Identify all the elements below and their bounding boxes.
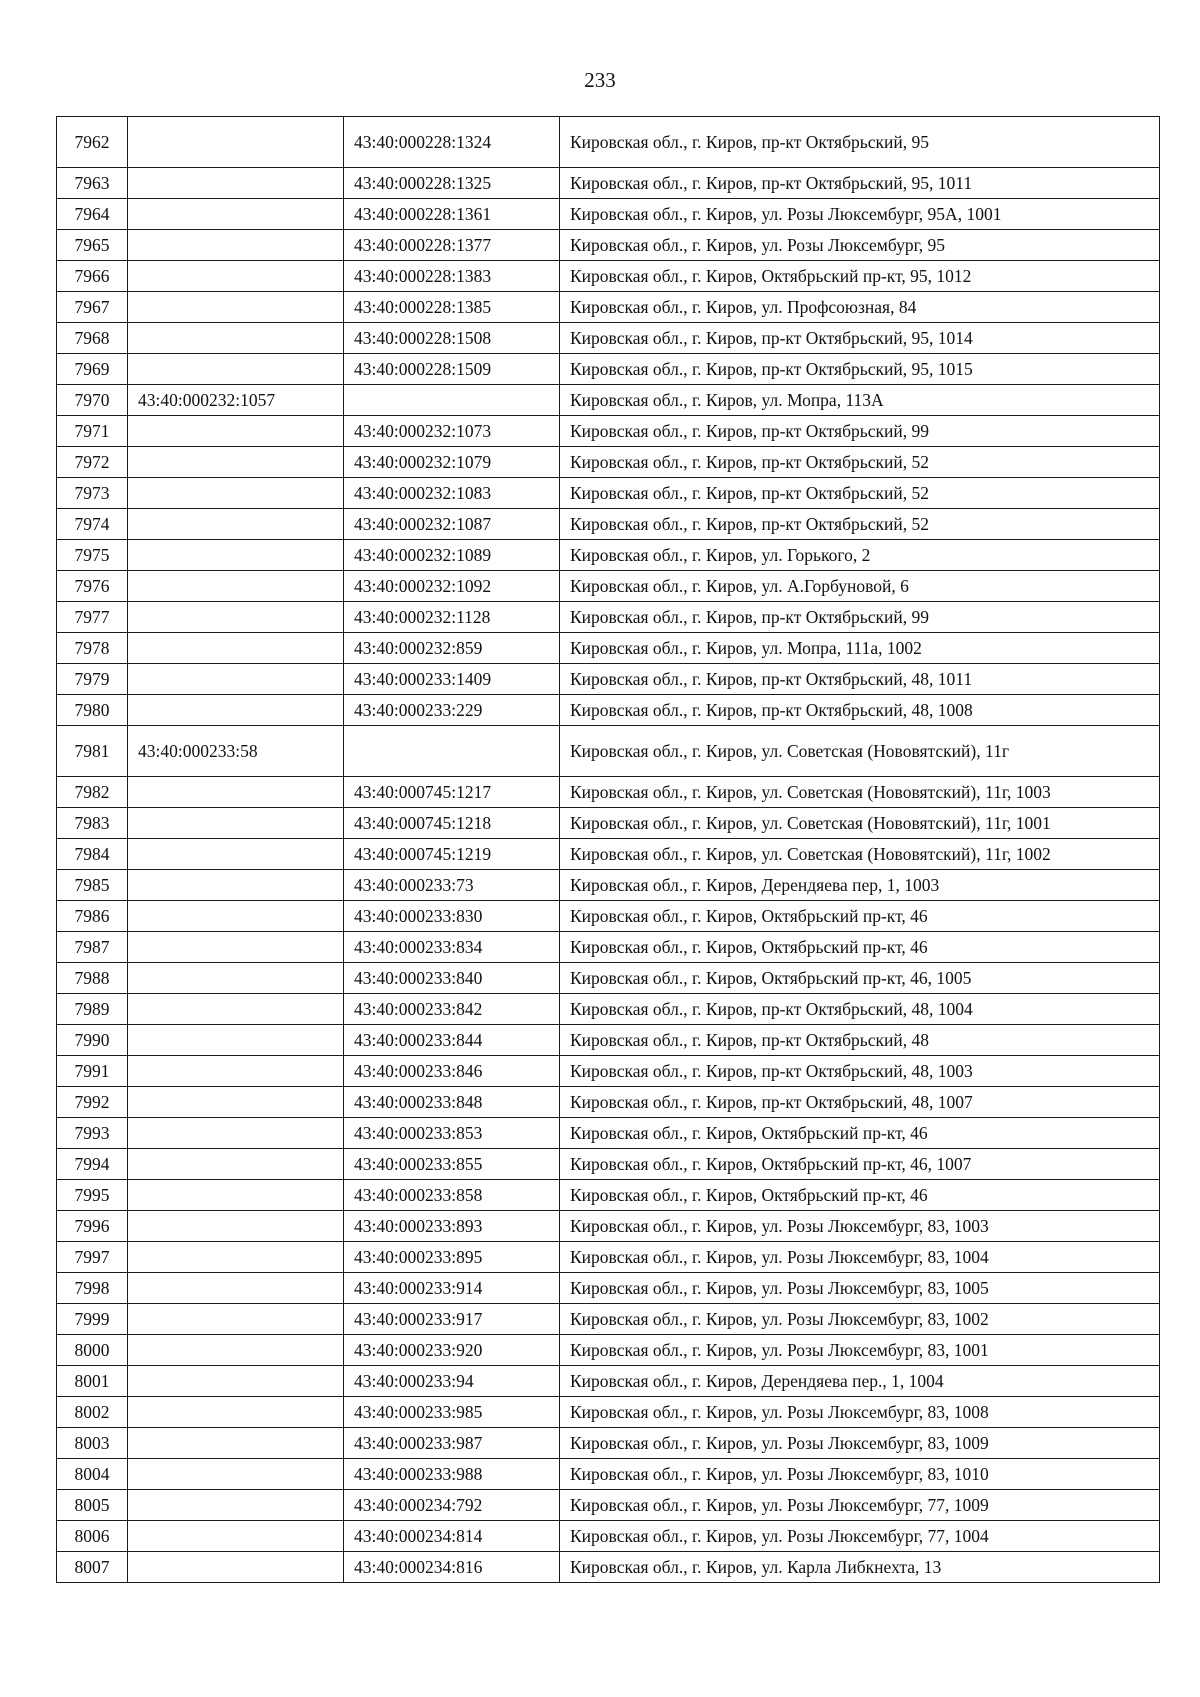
- object-cadastral-cell: 43:40:000233:842: [344, 994, 560, 1025]
- object-cadastral-cell: 43:40:000234:814: [344, 1521, 560, 1552]
- parcel-cadastral-cell: [128, 509, 344, 540]
- address-cell: Кировская обл., г. Киров, пр-кт Октябрьский, 52: [560, 509, 1160, 540]
- table-row: [57, 540, 1160, 571]
- table-row: [57, 726, 1160, 777]
- row-number-cell: 7996: [57, 1211, 128, 1242]
- parcel-cadastral-cell: [128, 292, 344, 323]
- parcel-cadastral-cell: [128, 1490, 344, 1521]
- table-row: [57, 478, 1160, 509]
- table-row: [57, 1366, 1160, 1397]
- parcel-cadastral-cell: [128, 1087, 344, 1118]
- address-cell: Кировская обл., г. Киров, пр-кт Октябрьский, 48, 1003: [560, 1056, 1160, 1087]
- address-cell: Кировская обл., г. Киров, ул. Советская (Нововятский), 11г, 1002: [560, 839, 1160, 870]
- object-cadastral-cell: 43:40:000233:840: [344, 963, 560, 994]
- address-cell: Кировская обл., г. Киров, ул. Розы Люксембург, 95: [560, 230, 1160, 261]
- parcel-cadastral-cell: [128, 777, 344, 808]
- table-row: [57, 1490, 1160, 1521]
- parcel-cadastral-cell: [128, 1056, 344, 1087]
- object-cadastral-cell: 43:40:000228:1509: [344, 354, 560, 385]
- table-row: [57, 416, 1160, 447]
- address-cell: Кировская обл., г. Киров, пр-кт Октябрьский, 95, 1014: [560, 323, 1160, 354]
- object-cadastral-cell: 43:40:000233:917: [344, 1304, 560, 1335]
- row-number-cell: 7974: [57, 509, 128, 540]
- address-cell: Кировская обл., г. Киров, Октябрьский пр-кт, 95, 1012: [560, 261, 1160, 292]
- table-row: [57, 1397, 1160, 1428]
- parcel-cadastral-cell: [128, 571, 344, 602]
- address-cell: Кировская обл., г. Киров, Дерендяева пер., 1, 1004: [560, 1366, 1160, 1397]
- object-cadastral-cell: 43:40:000233:985: [344, 1397, 560, 1428]
- address-cell: Кировская обл., г. Киров, пр-кт Октябрьский, 48, 1011: [560, 664, 1160, 695]
- parcel-cadastral-cell: [128, 1118, 344, 1149]
- row-number-cell: 7975: [57, 540, 128, 571]
- table-row: [57, 994, 1160, 1025]
- object-cadastral-cell: 43:40:000234:792: [344, 1490, 560, 1521]
- object-cadastral-cell: 43:40:000233:987: [344, 1428, 560, 1459]
- row-number-cell: 8002: [57, 1397, 128, 1428]
- table-row: [57, 633, 1160, 664]
- row-number-cell: 7994: [57, 1149, 128, 1180]
- address-cell: Кировская обл., г. Киров, ул. Мопра, 111а, 1002: [560, 633, 1160, 664]
- row-number-cell: 7991: [57, 1056, 128, 1087]
- object-cadastral-cell: 43:40:000233:893: [344, 1211, 560, 1242]
- parcel-cadastral-cell: [128, 1397, 344, 1428]
- object-cadastral-cell: 43:40:000228:1385: [344, 292, 560, 323]
- address-cell: Кировская обл., г. Киров, Октябрьский пр-кт, 46, 1005: [560, 963, 1160, 994]
- address-cell: Кировская обл., г. Киров, ул. Советская (Нововятский), 11г, 1003: [560, 777, 1160, 808]
- row-number-cell: 8007: [57, 1552, 128, 1583]
- object-cadastral-cell: 43:40:000232:1092: [344, 571, 560, 602]
- parcel-cadastral-cell: [128, 808, 344, 839]
- object-cadastral-cell: 43:40:000228:1361: [344, 199, 560, 230]
- table-row: [57, 199, 1160, 230]
- object-cadastral-cell: 43:40:000745:1217: [344, 777, 560, 808]
- address-cell: Кировская обл., г. Киров, ул. Розы Люксембург, 83, 1005: [560, 1273, 1160, 1304]
- parcel-cadastral-cell: [128, 1304, 344, 1335]
- parcel-cadastral-cell: [128, 117, 344, 168]
- object-cadastral-cell: 43:40:000233:834: [344, 932, 560, 963]
- row-number-cell: 7973: [57, 478, 128, 509]
- table-row: [57, 839, 1160, 870]
- object-cadastral-cell: 43:40:000232:1089: [344, 540, 560, 571]
- address-cell: Кировская обл., г. Киров, Октябрьский пр-кт, 46: [560, 1118, 1160, 1149]
- address-cell: Кировская обл., г. Киров, ул. Розы Люксембург, 95А, 1001: [560, 199, 1160, 230]
- table-row: [57, 168, 1160, 199]
- address-cell: Кировская обл., г. Киров, ул. А.Горбуновой, 6: [560, 571, 1160, 602]
- object-cadastral-cell: 43:40:000232:1087: [344, 509, 560, 540]
- row-number-cell: 7983: [57, 808, 128, 839]
- parcel-cadastral-cell: 43:40:000233:58: [128, 726, 344, 777]
- object-cadastral-cell: 43:40:000233:895: [344, 1242, 560, 1273]
- table-row: [57, 117, 1160, 168]
- object-cadastral-cell: 43:40:000228:1383: [344, 261, 560, 292]
- object-cadastral-cell: 43:40:000228:1377: [344, 230, 560, 261]
- page-number: 233: [584, 68, 616, 92]
- address-cell: Кировская обл., г. Киров, Дерендяева пер, 1, 1003: [560, 870, 1160, 901]
- row-number-cell: 7963: [57, 168, 128, 199]
- table-row: [57, 1521, 1160, 1552]
- row-number-cell: 7980: [57, 695, 128, 726]
- row-number-cell: 7965: [57, 230, 128, 261]
- table-row: [57, 1552, 1160, 1583]
- parcel-cadastral-cell: [128, 1366, 344, 1397]
- parcel-cadastral-cell: [128, 901, 344, 932]
- object-cadastral-cell: [344, 726, 560, 777]
- object-cadastral-cell: 43:40:000228:1325: [344, 168, 560, 199]
- row-number-cell: 8000: [57, 1335, 128, 1366]
- parcel-cadastral-cell: [128, 168, 344, 199]
- address-cell: Кировская обл., г. Киров, ул. Розы Люксембург, 83, 1008: [560, 1397, 1160, 1428]
- table-row: [57, 571, 1160, 602]
- object-cadastral-cell: [344, 385, 560, 416]
- row-number-cell: 7981: [57, 726, 128, 777]
- object-cadastral-cell: 43:40:000232:859: [344, 633, 560, 664]
- object-cadastral-cell: 43:40:000232:1083: [344, 478, 560, 509]
- table-row: [57, 808, 1160, 839]
- address-cell: Кировская обл., г. Киров, ул. Карла Либкнехта, 13: [560, 1552, 1160, 1583]
- address-cell: Кировская обл., г. Киров, ул. Розы Люксембург, 83, 1009: [560, 1428, 1160, 1459]
- parcel-cadastral-cell: [128, 1459, 344, 1490]
- row-number-cell: 8005: [57, 1490, 128, 1521]
- row-number-cell: 7986: [57, 901, 128, 932]
- row-number-cell: 7993: [57, 1118, 128, 1149]
- parcel-cadastral-cell: 43:40:000232:1057: [128, 385, 344, 416]
- address-cell: Кировская обл., г. Киров, пр-кт Октябрьский, 48, 1007: [560, 1087, 1160, 1118]
- parcel-cadastral-cell: [128, 230, 344, 261]
- table-row: [57, 1459, 1160, 1490]
- table-row: [57, 261, 1160, 292]
- parcel-cadastral-cell: [128, 1335, 344, 1366]
- object-cadastral-cell: 43:40:000233:848: [344, 1087, 560, 1118]
- parcel-cadastral-cell: [128, 261, 344, 292]
- object-cadastral-cell: 43:40:000233:855: [344, 1149, 560, 1180]
- table-row: [57, 323, 1160, 354]
- table-body: [57, 117, 1160, 1583]
- address-cell: Кировская обл., г. Киров, Октябрьский пр-кт, 46: [560, 1180, 1160, 1211]
- row-number-cell: 7967: [57, 292, 128, 323]
- table-row: [57, 664, 1160, 695]
- row-number-cell: 7995: [57, 1180, 128, 1211]
- table-row: [57, 1149, 1160, 1180]
- object-cadastral-cell: 43:40:000233:920: [344, 1335, 560, 1366]
- row-number-cell: 7997: [57, 1242, 128, 1273]
- row-number-cell: 7998: [57, 1273, 128, 1304]
- address-cell: Кировская обл., г. Киров, пр-кт Октябрьский, 95: [560, 117, 1160, 168]
- row-number-cell: 7984: [57, 839, 128, 870]
- address-cell: Кировская обл., г. Киров, Октябрьский пр-кт, 46, 1007: [560, 1149, 1160, 1180]
- table-row: [57, 932, 1160, 963]
- table-row: [57, 385, 1160, 416]
- address-cell: Кировская обл., г. Киров, пр-кт Октябрьский, 99: [560, 416, 1160, 447]
- address-cell: Кировская обл., г. Киров, пр-кт Октябрьский, 95, 1015: [560, 354, 1160, 385]
- table-row: [57, 1087, 1160, 1118]
- object-cadastral-cell: 43:40:000232:1128: [344, 602, 560, 633]
- object-cadastral-cell: 43:40:000745:1218: [344, 808, 560, 839]
- object-cadastral-cell: 43:40:000228:1324: [344, 117, 560, 168]
- row-number-cell: 7977: [57, 602, 128, 633]
- table-row: [57, 1180, 1160, 1211]
- parcel-cadastral-cell: [128, 1025, 344, 1056]
- row-number-cell: 8006: [57, 1521, 128, 1552]
- object-cadastral-cell: 43:40:000233:1409: [344, 664, 560, 695]
- address-cell: Кировская обл., г. Киров, ул. Советская (Нововятский), 11г: [560, 726, 1160, 777]
- parcel-cadastral-cell: [128, 1428, 344, 1459]
- row-number-cell: 7992: [57, 1087, 128, 1118]
- row-number-cell: 8003: [57, 1428, 128, 1459]
- table-row: [57, 447, 1160, 478]
- object-cadastral-cell: 43:40:000233:988: [344, 1459, 560, 1490]
- table-row: [57, 870, 1160, 901]
- table-row: [57, 695, 1160, 726]
- object-cadastral-cell: 43:40:000233:73: [344, 870, 560, 901]
- table-row: [57, 901, 1160, 932]
- parcel-cadastral-cell: [128, 1552, 344, 1583]
- object-cadastral-cell: 43:40:000234:816: [344, 1552, 560, 1583]
- parcel-cadastral-cell: [128, 963, 344, 994]
- row-number-cell: 7971: [57, 416, 128, 447]
- table-row: [57, 230, 1160, 261]
- object-cadastral-cell: 43:40:000233:853: [344, 1118, 560, 1149]
- table-row: [57, 1118, 1160, 1149]
- address-cell: Кировская обл., г. Киров, пр-кт Октябрьский, 48, 1008: [560, 695, 1160, 726]
- table-row: [57, 1025, 1160, 1056]
- table-row: [57, 1273, 1160, 1304]
- parcel-cadastral-cell: [128, 664, 344, 695]
- row-number-cell: 8001: [57, 1366, 128, 1397]
- table-row: [57, 1428, 1160, 1459]
- parcel-cadastral-cell: [128, 447, 344, 478]
- row-number-cell: 7966: [57, 261, 128, 292]
- object-cadastral-cell: 43:40:000233:830: [344, 901, 560, 932]
- parcel-cadastral-cell: [128, 199, 344, 230]
- object-cadastral-cell: 43:40:000233:914: [344, 1273, 560, 1304]
- parcel-cadastral-cell: [128, 633, 344, 664]
- row-number-cell: 8004: [57, 1459, 128, 1490]
- row-number-cell: 7999: [57, 1304, 128, 1335]
- object-cadastral-cell: 43:40:000233:844: [344, 1025, 560, 1056]
- table-row: [57, 1304, 1160, 1335]
- address-cell: Кировская обл., г. Киров, Октябрьский пр-кт, 46: [560, 932, 1160, 963]
- address-cell: Кировская обл., г. Киров, ул. Розы Люксембург, 77, 1009: [560, 1490, 1160, 1521]
- row-number-cell: 7985: [57, 870, 128, 901]
- row-number-cell: 7969: [57, 354, 128, 385]
- address-cell: Кировская обл., г. Киров, пр-кт Октябрьский, 99: [560, 602, 1160, 633]
- table-row: [57, 354, 1160, 385]
- parcel-cadastral-cell: [128, 1180, 344, 1211]
- parcel-cadastral-cell: [128, 478, 344, 509]
- object-cadastral-cell: 43:40:000233:94: [344, 1366, 560, 1397]
- address-cell: Кировская обл., г. Киров, пр-кт Октябрьский, 52: [560, 447, 1160, 478]
- row-number-cell: 7970: [57, 385, 128, 416]
- table-row: [57, 777, 1160, 808]
- address-cell: Кировская обл., г. Киров, Октябрьский пр-кт, 46: [560, 901, 1160, 932]
- address-cell: Кировская обл., г. Киров, ул. Розы Люксембург, 83, 1001: [560, 1335, 1160, 1366]
- address-cell: Кировская обл., г. Киров, ул. Розы Люксембург, 77, 1004: [560, 1521, 1160, 1552]
- parcel-cadastral-cell: [128, 695, 344, 726]
- address-cell: Кировская обл., г. Киров, пр-кт Октябрьский, 95, 1011: [560, 168, 1160, 199]
- row-number-cell: 7972: [57, 447, 128, 478]
- object-cadastral-cell: 43:40:000228:1508: [344, 323, 560, 354]
- address-cell: Кировская обл., г. Киров, ул. Розы Люксембург, 83, 1003: [560, 1211, 1160, 1242]
- row-number-cell: 7976: [57, 571, 128, 602]
- table-row: [57, 509, 1160, 540]
- table-row: [57, 602, 1160, 633]
- address-cell: Кировская обл., г. Киров, ул. Мопра, 113А: [560, 385, 1160, 416]
- table-row: [57, 963, 1160, 994]
- parcel-cadastral-cell: [128, 1273, 344, 1304]
- parcel-cadastral-cell: [128, 1521, 344, 1552]
- parcel-cadastral-cell: [128, 870, 344, 901]
- row-number-cell: 7962: [57, 117, 128, 168]
- object-cadastral-cell: 43:40:000233:846: [344, 1056, 560, 1087]
- object-cadastral-cell: 43:40:000233:858: [344, 1180, 560, 1211]
- table-row: [57, 1211, 1160, 1242]
- address-cell: Кировская обл., г. Киров, пр-кт Октябрьский, 52: [560, 478, 1160, 509]
- row-number-cell: 7989: [57, 994, 128, 1025]
- address-cell: Кировская обл., г. Киров, ул. Розы Люксембург, 83, 1010: [560, 1459, 1160, 1490]
- parcel-cadastral-cell: [128, 1211, 344, 1242]
- parcel-cadastral-cell: [128, 1242, 344, 1273]
- parcel-cadastral-cell: [128, 540, 344, 571]
- address-cell: Кировская обл., г. Киров, ул. Советская (Нововятский), 11г, 1001: [560, 808, 1160, 839]
- table-row: [57, 1335, 1160, 1366]
- row-number-cell: 7964: [57, 199, 128, 230]
- table-row: [57, 1056, 1160, 1087]
- parcel-cadastral-cell: [128, 1149, 344, 1180]
- parcel-cadastral-cell: [128, 932, 344, 963]
- property-registry-table: [56, 116, 1160, 1583]
- parcel-cadastral-cell: [128, 602, 344, 633]
- parcel-cadastral-cell: [128, 416, 344, 447]
- address-cell: Кировская обл., г. Киров, ул. Розы Люксембург, 83, 1004: [560, 1242, 1160, 1273]
- object-cadastral-cell: 43:40:000232:1073: [344, 416, 560, 447]
- address-cell: Кировская обл., г. Киров, пр-кт Октябрьский, 48: [560, 1025, 1160, 1056]
- object-cadastral-cell: 43:40:000232:1079: [344, 447, 560, 478]
- table-row: [57, 292, 1160, 323]
- address-cell: Кировская обл., г. Киров, пр-кт Октябрьский, 48, 1004: [560, 994, 1160, 1025]
- object-cadastral-cell: 43:40:000233:229: [344, 695, 560, 726]
- row-number-cell: 7968: [57, 323, 128, 354]
- row-number-cell: 7988: [57, 963, 128, 994]
- parcel-cadastral-cell: [128, 323, 344, 354]
- object-cadastral-cell: 43:40:000745:1219: [344, 839, 560, 870]
- address-cell: Кировская обл., г. Киров, ул. Горького, 2: [560, 540, 1160, 571]
- row-number-cell: 7987: [57, 932, 128, 963]
- parcel-cadastral-cell: [128, 354, 344, 385]
- address-cell: Кировская обл., г. Киров, ул. Профсоюзная, 84: [560, 292, 1160, 323]
- row-number-cell: 7978: [57, 633, 128, 664]
- address-cell: Кировская обл., г. Киров, ул. Розы Люксембург, 83, 1002: [560, 1304, 1160, 1335]
- parcel-cadastral-cell: [128, 839, 344, 870]
- row-number-cell: 7979: [57, 664, 128, 695]
- table-row: [57, 1242, 1160, 1273]
- row-number-cell: 7990: [57, 1025, 128, 1056]
- parcel-cadastral-cell: [128, 994, 344, 1025]
- row-number-cell: 7982: [57, 777, 128, 808]
